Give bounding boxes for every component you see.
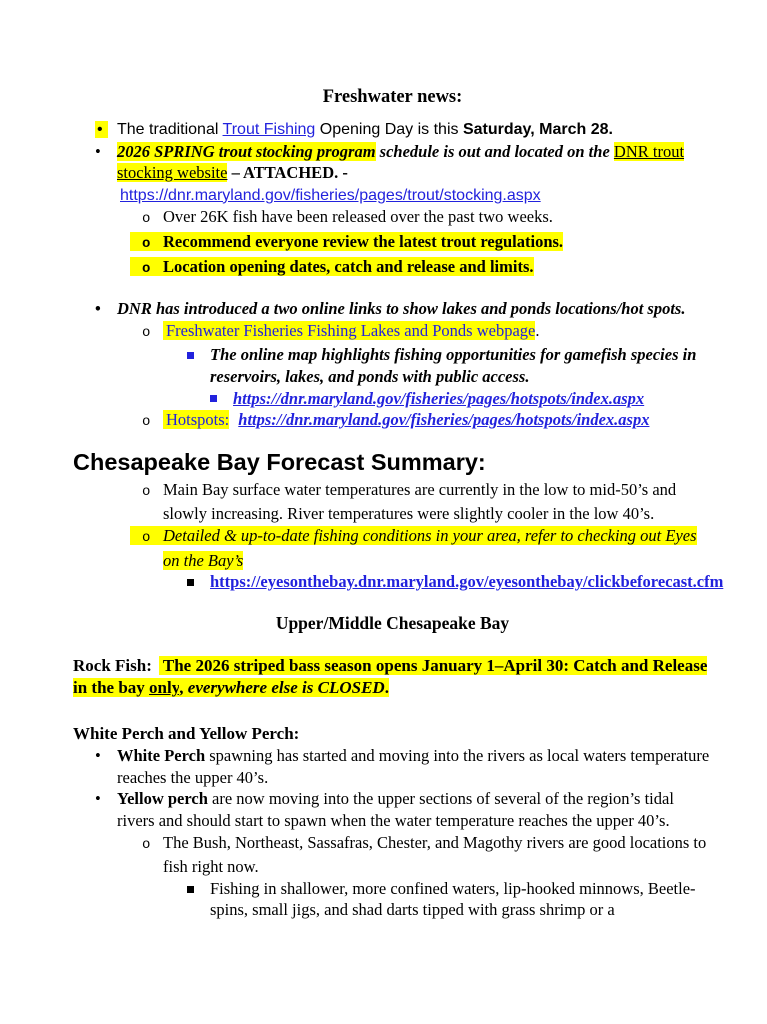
- highlighted-run: The 2026 striped bass season opens January 1–April 30: Catch and Release in the bay: [73, 656, 708, 698]
- sub-bullet-rivers: [73, 832, 712, 878]
- bullet-disc-icon: •: [95, 746, 101, 766]
- bay-forecast-heading: Chesapeake Bay Forecast Summary:: [73, 448, 486, 475]
- bullet-disc-icon: •: [95, 789, 101, 809]
- circle-bullet-icon: o: [142, 483, 151, 500]
- bullet-trout-opening-day: [73, 119, 712, 141]
- text-run: – ATTACHED. -: [227, 163, 348, 183]
- circle-bullet-icon: o: [142, 414, 151, 431]
- bullet-white-perch: [73, 745, 712, 788]
- highlighted-run: .: [384, 678, 389, 698]
- square-bullet-icon: [187, 579, 194, 586]
- text-run: The online map highlights fishing opportunities for gamefish species in reservoirs, lakes, and ponds with public access.: [210, 345, 697, 386]
- text-run: are now moving into the upper sections of several of the region’s tidal rivers and should start to spawn when the water temperature reaches the upper 40’s.: [117, 789, 674, 831]
- text-run: Over 26K fish have been released over the past two weeks.: [163, 207, 553, 227]
- trout-fishing-link[interactable]: Trout Fishing: [222, 121, 316, 138]
- circle-bullet-icon: o: [142, 529, 151, 546]
- dnr-stocking-website-text: DNR trout stocking website: [117, 141, 685, 183]
- text-run: Opening Day is this: [315, 121, 463, 138]
- highlighted-run: Detailed & up-to-date fishing conditions in your area, refer to checking out Eyes on the Bay’s: [163, 525, 697, 570]
- yellow-perch-label: Yellow perch: [117, 789, 208, 809]
- highlighted-italic-run: everywhere else is CLOSED: [187, 678, 385, 698]
- eyesonthebay-url-link[interactable]: https://eyesonthebay.dnr.maryland.gov/eyesonthebay/clickbeforecast.cfm: [210, 572, 724, 592]
- lakes-ponds-webpage-link[interactable]: Freshwater Fisheries Fishing Lakes and Ponds webpage: [163, 321, 535, 340]
- text-run: .: [535, 320, 540, 340]
- white-perch-label: White Perch: [117, 746, 206, 766]
- bullet-dnr-links: [73, 298, 712, 320]
- text-run: spawning has started and moving into the rivers as local waters temperature reaches the upper 40’s.: [117, 746, 710, 787]
- upper-middle-bay-heading: Upper/Middle Chesapeake Bay: [275, 612, 510, 633]
- circle-bullet-icon: o: [142, 260, 151, 277]
- text-run: The Bush, Northeast, Sassafras, Chester, and Magothy rivers are good locations to fish right now.: [163, 832, 707, 877]
- square-bullet-icon: [187, 886, 194, 893]
- sub-bullet-eyesonthebay-url: [73, 571, 740, 593]
- sub-bullet-eyes-on-the-bay: [73, 525, 712, 571]
- sub-bullet-trout-regulations: [73, 231, 712, 256]
- sub-bullet-opening-dates: [73, 256, 712, 281]
- text-run: schedule is out and located on the: [375, 141, 614, 161]
- bullet-disc-icon: •: [95, 141, 101, 161]
- sub-bullet-main-bay-temps: [73, 479, 712, 525]
- sub-bullet-hotspots-url: [73, 388, 712, 410]
- trout-stocking-url-link[interactable]: https://dnr.maryland.gov/fisheries/pages/trout/stocking.aspx: [120, 186, 541, 204]
- circle-bullet-icon: o: [142, 235, 151, 252]
- sub-bullet-lakes-ponds-webpage: [73, 320, 712, 345]
- highlighted-run: Recommend everyone review the latest trout regulations.: [163, 231, 564, 251]
- text-run: DNR has introduced a two online links to show lakes and ponds locations/hot spots.: [117, 299, 686, 319]
- bullet-yellow-perch: [73, 788, 712, 831]
- text-run: Fishing in shallower, more confined waters, lip-hooked minnows, Beetle-spins, small jigs, and shad darts tipped with grass shrimp or a: [210, 878, 696, 920]
- square-bullet-icon: [187, 352, 194, 359]
- highlighted-underline-run: only: [149, 678, 180, 698]
- hotspots-label-link[interactable]: Hotspots:: [163, 410, 229, 429]
- bullet-disc-icon: •: [95, 299, 101, 319]
- text-run: The traditional: [117, 121, 223, 138]
- bullet-disc-icon: •: [95, 119, 117, 141]
- text-run: Main Bay surface water temperatures are currently in the low to mid-50’s and slowly increasing. River temperatures were slightly cooler in the low 40’s.: [163, 479, 677, 524]
- hotspots-url-link-2[interactable]: https://dnr.maryland.gov/fisheries/pages/hotspots/index.aspx: [238, 410, 650, 430]
- hotspots-url-link[interactable]: https://dnr.maryland.gov/fisheries/pages/hotspots/index.aspx: [233, 388, 645, 408]
- rock-fish-paragraph: [73, 655, 720, 699]
- circle-bullet-icon: o: [142, 836, 151, 853]
- sub-bullet-fishing-tips: [73, 878, 712, 921]
- square-bullet-icon: [210, 395, 217, 402]
- rock-fish-label: Rock Fish:: [73, 656, 152, 676]
- circle-bullet-icon: o: [142, 211, 151, 228]
- bullet-stocking-program: [73, 141, 695, 207]
- text-run-bold: Saturday, March 28.: [462, 121, 613, 138]
- highlighted-run: Location opening dates, catch and release and limits.: [163, 256, 534, 276]
- doc-title: Freshwater news:: [322, 87, 463, 107]
- circle-bullet-icon: o: [142, 324, 151, 341]
- sub-bullet-26k-fish: [73, 206, 712, 231]
- highlighted-run: 2026 SPRING trout stocking program: [117, 141, 376, 161]
- perch-heading: White Perch and Yellow Perch:: [73, 724, 300, 744]
- sub-bullet-hotspots: [73, 409, 712, 434]
- sub-bullet-online-map: [73, 344, 712, 387]
- highlighted-run: ,: [179, 678, 188, 698]
